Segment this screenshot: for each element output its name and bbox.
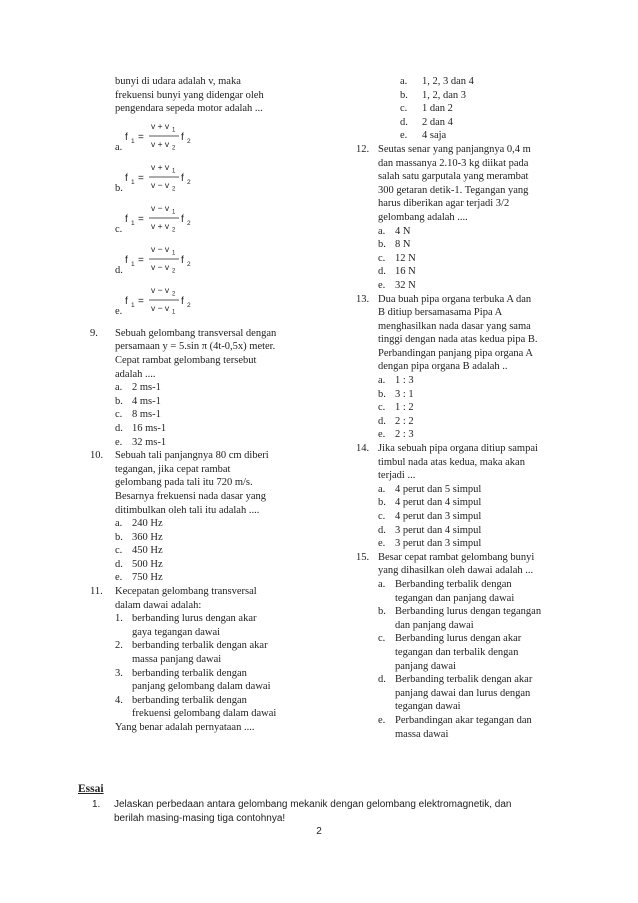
option-text: 16 ms-1 [132,422,167,434]
stem-line: Jika sebuah pipa organa ditiup sampai [378,443,538,455]
option-d [378,673,566,714]
formula-lhs: f [125,255,128,267]
stem-line: Sebuah gelombang transversal dengan [115,327,277,339]
question-8-stem [90,75,312,116]
option-text: 240 Hz [132,518,163,530]
option-text: 500 Hz [132,558,163,570]
option-text: 32 ms-1 [132,436,167,448]
option-key: e. [378,538,386,550]
option-a [378,483,566,497]
stem-line: Perbandingan panjang pipa organa A [378,347,533,359]
stem-line: Cepat rambat gelombang tersebut [115,354,257,366]
option-a [378,578,566,605]
option-a [378,75,566,89]
formula-numerator-subscript: 1 [172,127,176,134]
formula-lhs: f [125,214,128,226]
option-text: 1, 2, dan 3 [422,89,467,101]
formula-lhs: f [125,296,128,308]
essay-section [78,782,558,826]
option-line: panjang dawai [395,660,456,672]
option-text: 3 : 1 [395,388,414,400]
formula-lhs: f [125,132,128,144]
option-text: 3 perut dan 3 simpul [395,538,482,550]
option-text: 4 perut dan 3 simpul [395,511,482,522]
formula-equals: = [138,255,144,267]
formula-denominator: v + v [151,221,170,232]
option-text: 8 N [395,239,411,251]
question-number: 11. [90,586,103,598]
option-a [90,116,312,157]
option-key: d. [378,415,386,427]
option-b [378,496,566,510]
option-b [378,388,566,402]
question-12 [356,143,566,293]
option-a [378,374,566,388]
option-line: Berbanding lurus dengan akar [395,633,522,645]
stem-line: salah satu garputala yang merambat [378,171,529,183]
formula-numerator-subscript: 1 [172,250,176,257]
right-column [356,75,566,741]
option-e [378,428,566,442]
option-b [378,238,566,252]
option-d [115,558,312,572]
formula-rhs-subscript: 2 [187,138,191,146]
option-key: b. [378,497,386,509]
option-key: b. [115,183,123,195]
question-10 [90,449,312,585]
stem-line: 300 getaran detik-1. Tegangan yang [378,184,529,196]
statement-key: 3. [115,667,123,679]
question-number: 9. [90,327,98,339]
option-key: b. [378,606,386,618]
option-text: 2 : 2 [395,415,414,427]
stem-line: Sebuah tali panjangnya 80 cm diberi [115,450,269,462]
formula [125,118,215,154]
stem-line: tinggi dengan nada atas kedua pipa B. [378,334,538,346]
option-b [90,157,312,198]
option-key: d. [400,116,408,128]
option-e [115,436,312,450]
statement-line: panjang gelombang dalam dawai [132,681,271,693]
option-line: tegangan dawai [395,701,461,713]
option-c [90,198,312,239]
stem-line: Besar cepat rambat gelombang bunyi [378,551,535,563]
option-text: 16 N [395,266,416,278]
option-line: Berbanding terbalik dengan [395,578,512,590]
option-key: c. [115,224,123,236]
formula-rhs: f [181,296,184,308]
option-d [115,422,312,436]
formula [125,159,215,195]
option-line: Berbanding lurus dengan tegangan [395,606,542,618]
option-key: d. [115,265,123,277]
formula-numerator: v − v [151,244,170,255]
statement-line: berbanding terbalik dengan [132,667,247,679]
formula-numerator: v − v [151,203,170,214]
option-text: 360 Hz [132,531,163,543]
option-line: tegangan dan panjang dawai [395,592,515,604]
option-text: 450 Hz [132,545,163,557]
option-key: e. [115,436,123,448]
stem-line: persamaan y = 5.sin π (4t-0,5x) meter. [115,341,276,353]
essay-item-line: Jelaskan perbedaan antara gelombang mekanik dengan gelombang elektromagnetik, dan [114,799,512,810]
stem-line: dalam dawai adalah: [115,599,202,611]
formula-denominator-subscript: 2 [172,227,176,234]
formula [125,282,215,318]
option-key: c. [378,402,386,414]
option-c [378,102,566,116]
statement-4 [115,694,312,721]
question-number: 10. [90,450,104,462]
statement-1 [115,612,312,639]
option-text: 4 saja [422,130,447,142]
option-d [378,116,566,130]
option-text: 4 perut dan 4 simpul [395,497,482,509]
option-text: 2 dan 4 [422,116,453,128]
option-text: 8 ms-1 [132,409,161,421]
option-d [90,239,312,280]
option-text: 2 : 3 [395,429,414,441]
option-b [378,605,566,632]
formula-rhs-subscript: 2 [187,261,191,269]
option-key: c. [378,633,386,645]
question-number: 15. [356,551,370,563]
option-c [378,401,566,415]
statement-line: berbanding terbalik dengan akar [132,640,268,652]
stem-line: yang dihasilkan oleh dawai adalah ... [378,565,534,577]
stem-line: pengendara sepeda motor adalah ... [115,103,263,115]
option-key: a. [378,578,386,590]
formula-numerator-subscript: 1 [172,209,176,216]
statement-key: 2. [115,640,123,652]
option-key: d. [378,266,386,278]
option-key: c. [115,545,123,557]
formula-lhs-subscript: 1 [131,220,135,228]
option-key: a. [115,382,123,394]
stem-line: gelombang adalah .... [378,211,468,223]
stem-line: terjadi ... [378,470,416,482]
option-line: panjang dawai dan lurus dengan [395,687,531,699]
option-key: a. [378,375,386,387]
question-number: 14. [356,443,370,455]
statement-3 [115,667,312,694]
option-d [378,415,566,429]
option-key: a. [378,225,386,237]
stem-line: dan massanya 2.10-3 kg diikat pada [378,157,529,169]
formula-lhs-subscript: 1 [131,179,135,187]
option-key: d. [378,674,386,686]
option-key: c. [115,409,123,421]
formula-numerator: v + v [151,162,170,173]
stem-line: Seutas senar yang panjangnya 0,4 m [378,143,531,155]
option-c [378,632,566,673]
stem-line: ditimbulkan oleh tali itu adalah .... [115,504,260,516]
question-number: 12. [356,143,370,155]
option-e [378,279,566,293]
stem-line: B ditiup bersamasama Pipa A [378,307,503,319]
formula-denominator-subscript: 2 [172,186,176,193]
option-key: a. [378,483,386,495]
option-c [378,252,566,266]
option-key: c. [378,511,386,522]
formula-rhs-subscript: 2 [187,179,191,187]
statement-line: gaya tegangan dawai [132,626,221,638]
essay-item-number: 1. [92,799,101,810]
statement-key: 4. [115,694,123,706]
essay-title: Essai [78,783,104,795]
formula-numerator: v − v [151,285,170,296]
option-text: 750 Hz [132,572,163,584]
closing-line: Yang benar adalah pernyataan .... [115,722,255,733]
question-8 [90,75,312,321]
option-text: 1 : 3 [395,375,414,387]
option-key: e. [400,130,408,142]
page-number: 2 [316,826,322,837]
formula-equals: = [138,173,144,185]
option-c [378,510,566,524]
option-e [115,571,312,585]
formula-denominator: v − v [151,262,170,273]
formula-rhs: f [181,132,184,144]
option-key: b. [378,388,386,400]
question-15 [356,551,566,741]
formula [125,200,215,236]
statement-line: berbanding lurus dengan akar [132,613,257,625]
stem-line: Dua buah pipa organa terbuka A dan [378,293,532,305]
formula-lhs-subscript: 1 [131,261,135,269]
option-a [378,225,566,239]
option-d [378,524,566,538]
option-c [115,544,312,558]
formula-rhs: f [181,173,184,185]
essay-item-line: berilah masing-masing tiga contohnya! [114,813,286,824]
option-key: d. [378,524,386,536]
stem-line: gelombang pada tali itu 720 m/s. [115,477,253,489]
option-key: e. [378,279,386,291]
formula-lhs: f [125,173,128,185]
option-e [378,129,566,143]
formula-numerator-subscript: 1 [172,168,176,175]
option-line: massa dawai [395,728,449,740]
option-key: e. [378,429,386,441]
option-key: a. [400,76,408,87]
stem-line: Besarnya frekuensi nada dasar yang [115,490,267,502]
stem-line: dengan pipa organa B adalah .. [378,361,508,373]
option-key: a. [115,142,123,154]
option-a [115,517,312,531]
formula-equals: = [138,296,144,308]
formula-rhs: f [181,255,184,267]
statement-line: massa panjang dawai [132,654,222,666]
stem-line: timbul nada atas kedua, maka akan [378,456,525,468]
option-text: 4 ms-1 [132,395,161,407]
statement-key: 1. [115,613,123,625]
question-14 [356,442,566,551]
option-b [378,89,566,103]
question-13 [356,293,566,443]
formula-denominator-subscript: 2 [172,145,176,152]
formula-equals: = [138,132,144,144]
formula-lhs-subscript: 1 [131,138,135,146]
option-text: 1 dan 2 [422,103,453,115]
stem-line: bunyi di udara adalah v, maka [115,76,241,87]
question-number: 13. [356,293,370,305]
formula-lhs-subscript: 1 [131,302,135,310]
option-line: tegangan dan terbalik dengan [395,646,519,658]
stem-line: harus diberikan agar terjadi 3/2 [378,198,510,210]
formula [125,241,215,277]
formula-rhs: f [181,214,184,226]
question-11-options [356,75,566,143]
statement-2 [115,639,312,666]
formula-equals: = [138,214,144,226]
option-key: d. [115,558,123,570]
option-text: 4 perut dan 5 simpul [395,483,482,495]
option-key: b. [400,89,408,101]
formula-denominator: v − v [151,180,170,191]
statement-line: berbanding terbalik dengan [132,694,247,706]
essay-item [78,798,558,826]
option-key: b. [115,531,123,543]
question-8-options [90,116,312,321]
option-line: dan panjang dawai [395,619,474,631]
option-text: 32 N [395,279,416,291]
stem-line: menghasilkan nada dasar yang sama [378,320,531,332]
statement-line: frekuensi gelombang dalam dawai [132,708,277,720]
formula-rhs-subscript: 2 [187,302,191,310]
option-c [115,408,312,422]
option-key: b. [378,239,386,251]
formula-denominator: v + v [151,139,170,150]
option-key: c. [400,103,408,115]
option-d [378,265,566,279]
option-e [378,714,566,741]
option-key: b. [115,395,123,407]
stem-line: Kecepatan gelombang transversal [115,586,257,598]
option-b [115,395,312,409]
option-a [115,381,312,395]
stem-line: tegangan, jika cepat rambat [115,463,231,475]
option-text: 12 N [395,252,416,264]
question-11 [90,585,312,735]
option-key: a. [115,518,123,530]
stem-line: adalah .... [115,368,156,380]
formula-denominator-subscript: 1 [172,309,176,316]
option-text: 3 perut dan 4 simpul [395,524,482,536]
formula-denominator: v − v [151,303,170,314]
option-line: Berbanding terbalik dengan akar [395,674,533,686]
option-text: 1, 2, 3 dan 4 [422,76,474,87]
question-9 [90,327,312,449]
option-key: e. [115,306,123,318]
option-b [115,531,312,545]
option-key: c. [378,252,386,264]
option-line: Perbandingan akar tegangan dan [395,714,532,726]
option-key: e. [115,572,123,584]
option-key: e. [378,714,386,726]
option-text: 4 N [395,225,411,237]
stem-line: frekuensi bunyi yang didengar oleh [115,89,264,101]
option-e [378,537,566,551]
option-key: d. [115,422,123,434]
option-text: 2 ms-1 [132,382,161,394]
option-e [90,280,312,321]
formula-rhs-subscript: 2 [187,220,191,228]
left-column [90,75,312,735]
option-text: 1 : 2 [395,402,414,414]
formula-numerator-subscript: 2 [172,291,176,298]
formula-denominator-subscript: 2 [172,268,176,275]
formula-numerator: v + v [151,121,170,132]
